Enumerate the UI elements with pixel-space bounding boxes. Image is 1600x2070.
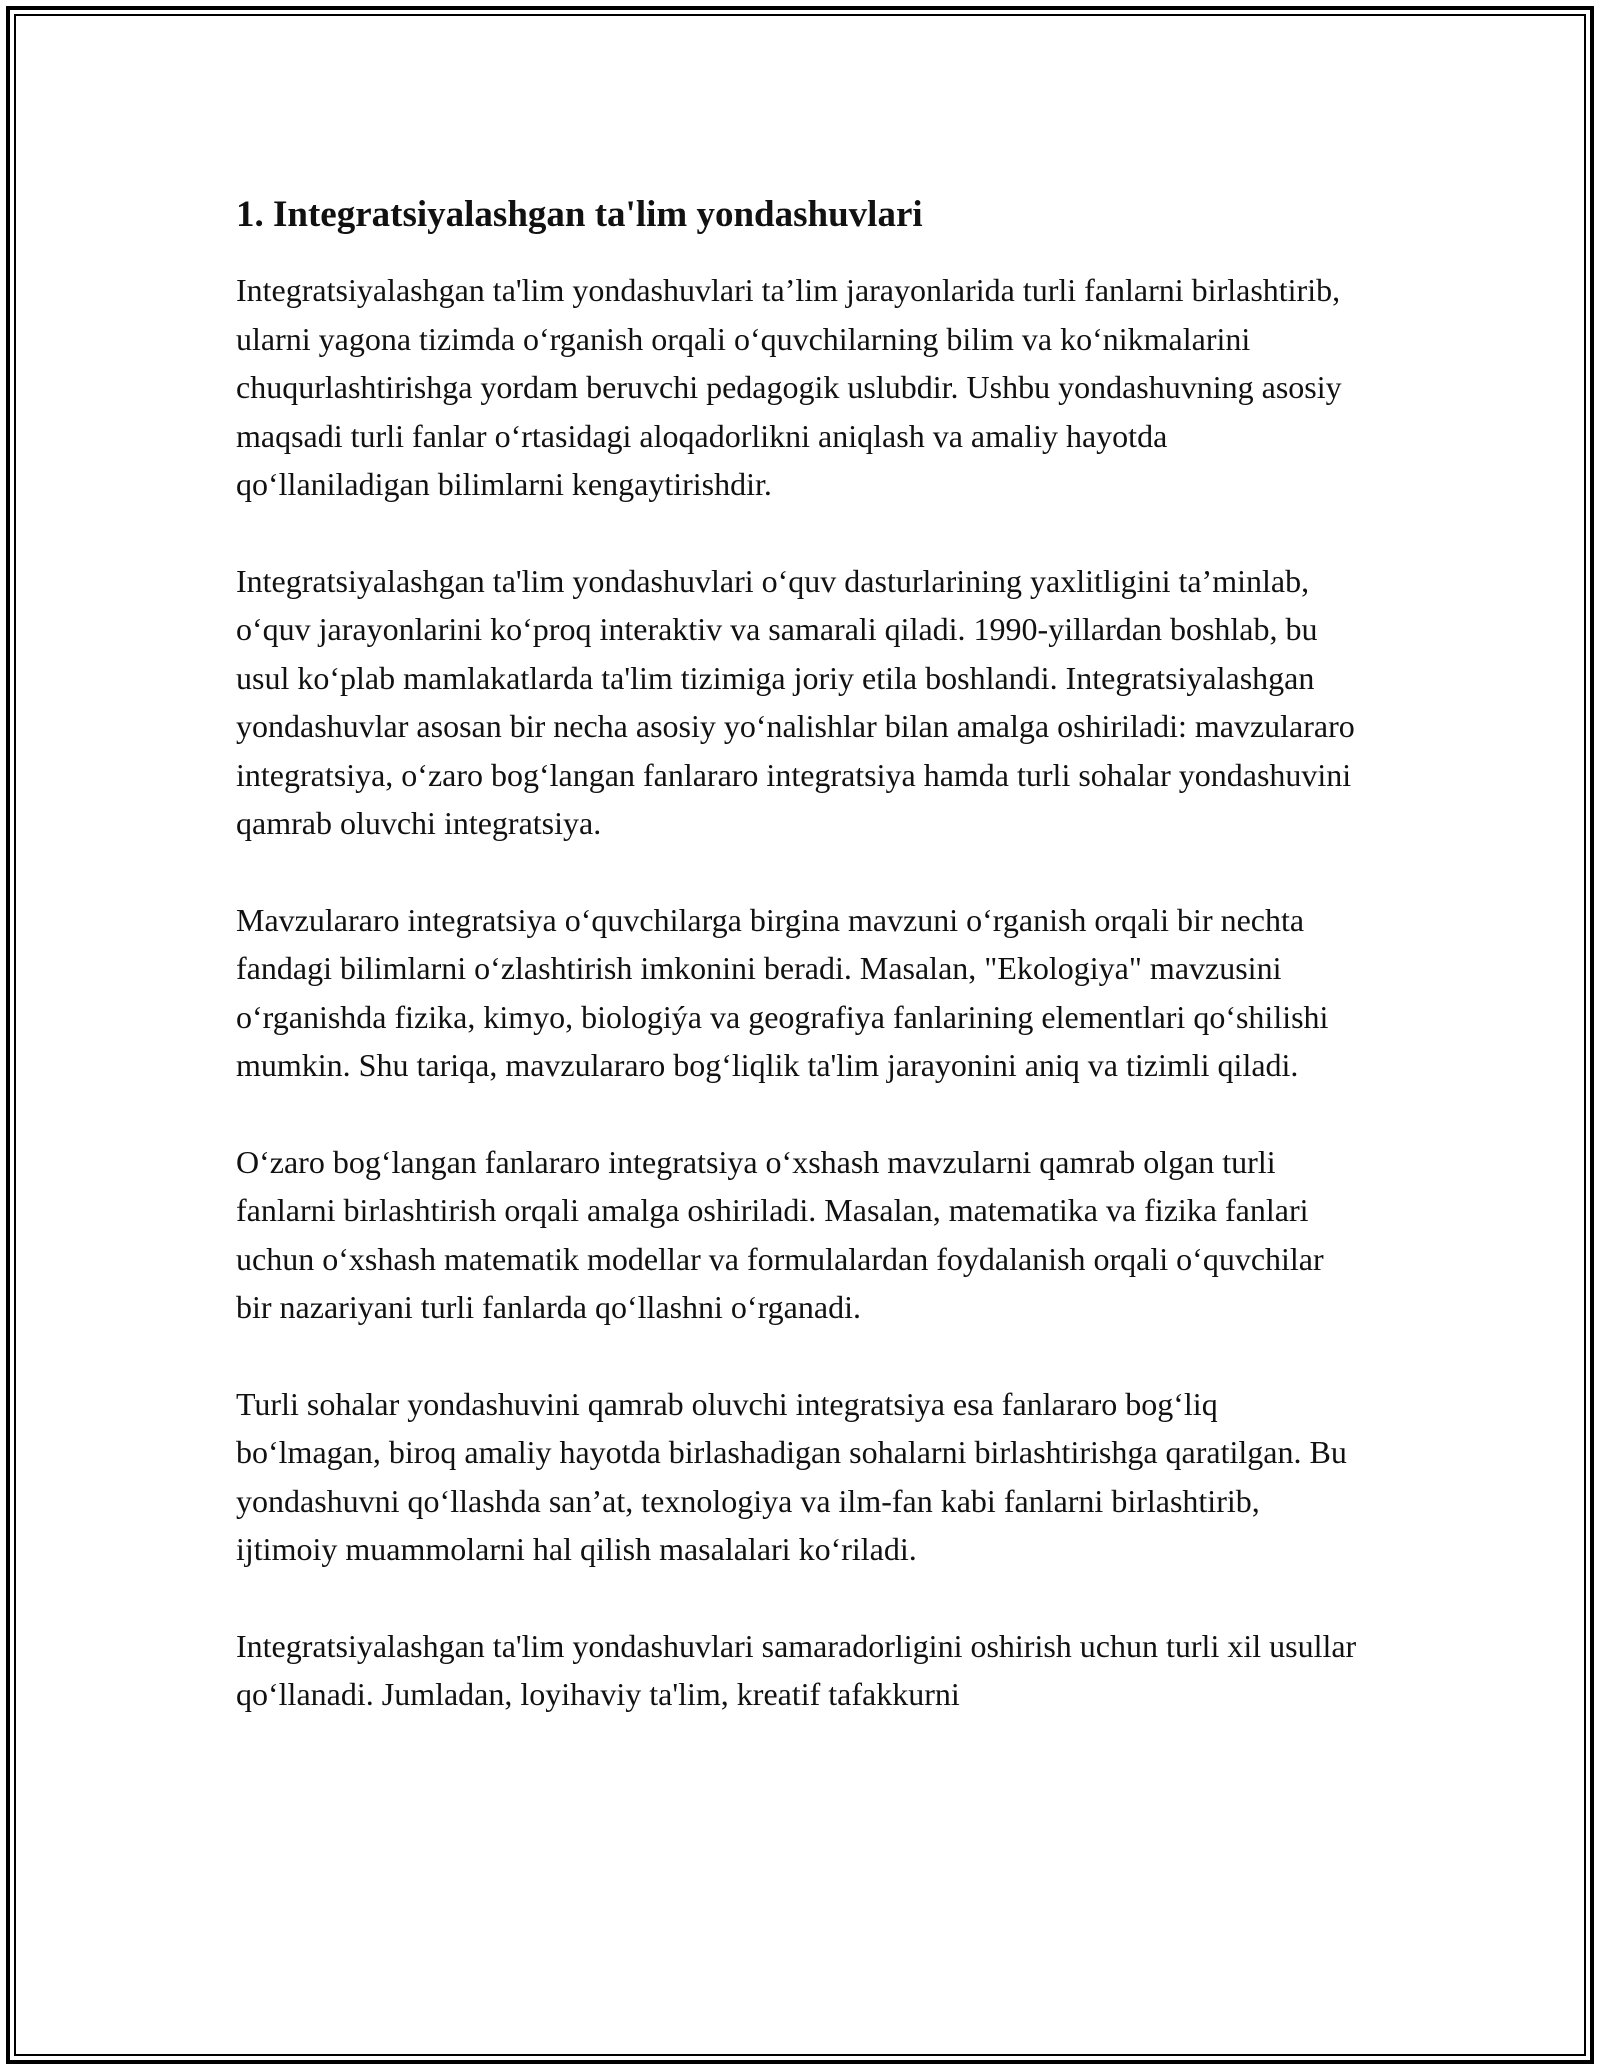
paragraph-curriculum-integrity: Integratsiyalashgan ta'lim yondashuvlari oʻquv dasturlarining yaxlitligini ta’minlab, oʻquv jarayonlarini koʻproq interaktiv va samarali qiladi. 1990-yillardan boshlab, bu usul koʻplab mamlakatlarda ta'lim tizimiga joriy etila boshlandi. Integratsiyalashgan yondashuvlar asosan bir necha asosiy yoʻnalishlar bilan amalga oshiriladi: mavzulararo integratsiya, oʻzaro bogʻlangan fanlararo integratsiya hamda turli sohalar yondashuvini qamrab oluvchi integratsiya.	[236, 562, 1355, 841]
document-body	[236, 186, 1366, 1719]
paragraph-methods: Integratsiyalashgan ta'lim yondashuvlari samaradorligini oshirish uchun turli xil usullar qoʻllanadi. Jumladan, loyihaviy ta'lim, kreatif tafakkurni	[236, 1627, 1357, 1712]
section-heading: 1. Integratsiyalashgan ta'lim yondashuvlari	[236, 194, 923, 235]
paragraph-intro-definition: Integratsiyalashgan ta'lim yondashuvlari ta’lim jarayonlarida turli fanlarni birlashtirib, ularni yagona tizimda oʻrganish orqali oʻquvchilarning bilim va koʻnikmalarini chuqurlashtirishga yordam beruvchi pedagogik uslubdir. Ushbu yondashuvning asosiy maqsadi turli fanlar oʻrtasidagi aloqadorlikni aniqlash va amaliy hayotda qoʻllaniladigan bilimlarni kengaytirishdir.	[236, 272, 1342, 502]
paragraph-multi-domain-integration: Turli sohalar yondashuvini qamrab oluvchi integratsiya esa fanlararo bogʻliq boʻlmagan, biroq amaliy hayotda birlashadigan sohalarni birlashtirishga qaratilgan. Bu yondashuvni qoʻllashda san’at, texnologiya va ilm-fan kabi fanlarni birlashtirib, ijtimoiy muammolarni hal qilish masalalari koʻriladi.	[236, 1385, 1347, 1567]
paragraph-topic-integration: Mavzulararo integratsiya oʻquvchilarga birgina mavzuni oʻrganish orqali bir nechta fandagi bilimlarni oʻzlashtirish imkonini beradi. Masalan, "Ekologiya" mavzusini oʻrganishda fizika, kimyo, biologiýa va geografiya fanlarining elementlari qoʻshilishi mumkin. Shu tariqa, mavzulararo bogʻliqlik ta'lim jarayonini aniq va tizimli qiladi.	[236, 901, 1329, 1083]
paragraph-interdisciplinary-integration: Oʻzaro bogʻlangan fanlararo integratsiya oʻxshash mavzularni qamrab olgan turli fanlarni birlashtirish orqali amalga oshiriladi. Masalan, matematika va fizika fanlari uchun oʻxshash matematik modellar va formulalardan foydalanish orqali oʻquvchilar bir nazariyani turli fanlarda qoʻllashni oʻrganadi.	[236, 1143, 1324, 1325]
